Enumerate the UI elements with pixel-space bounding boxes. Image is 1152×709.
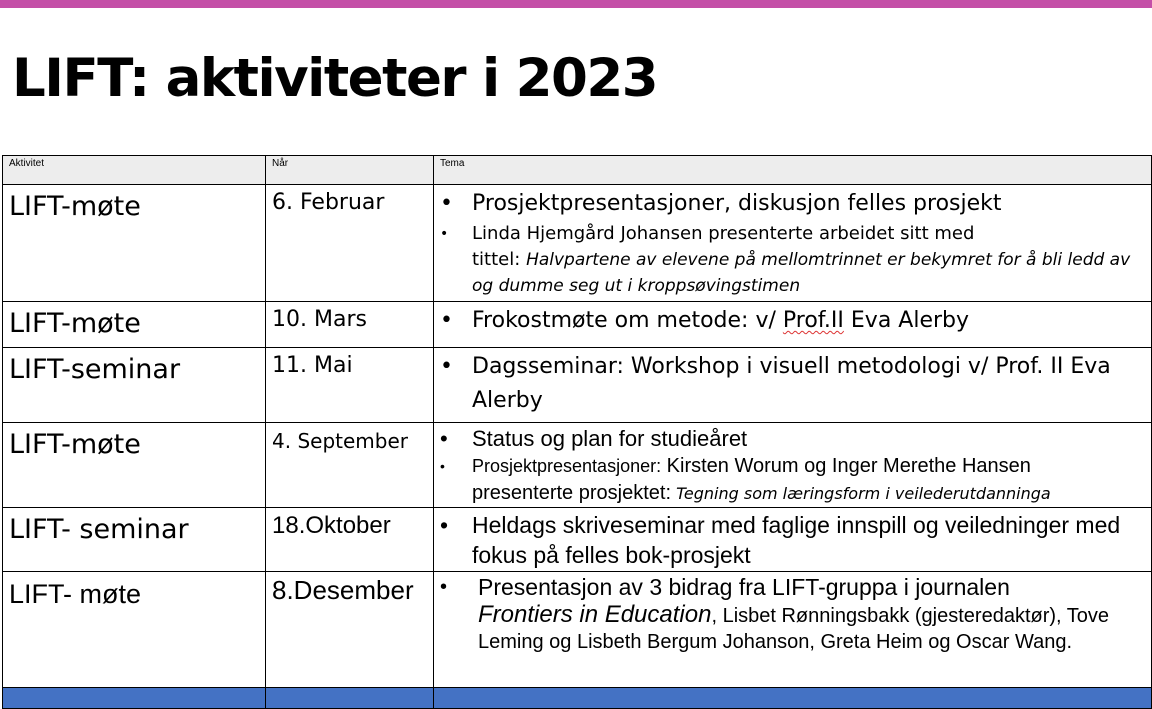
date-cell: 18.Oktober: [266, 508, 434, 572]
table-row: [3, 423, 1152, 508]
theme-text: Presentasjon av 3 bidrag fra LIFT-gruppa i journalen: [478, 574, 1010, 600]
theme-cell: [434, 423, 1152, 508]
list-item: • Dagsseminar: Workshop i visuell metodologi v/ Prof. II Eva Alerby: [440, 354, 1111, 413]
theme-cell: [434, 185, 1152, 302]
activity-cell: LIFT-møte: [3, 185, 266, 302]
table-row: [3, 348, 1152, 423]
table-row: [3, 185, 1152, 302]
activity-cell: LIFT- seminar: [3, 508, 266, 572]
footer-cell: [434, 688, 1152, 709]
theme-text: Frokostmøte om metode: v/: [472, 308, 783, 333]
list-item: • Linda Hjemgård Johansen presenterte arbeidet sitt med tittel: Halvpartene av elevene på mellomtrinnet er bekymret for å bli ledd av og dumme seg ut i kroppsøvingstimen: [440, 223, 1131, 296]
activities-table: [2, 155, 1152, 709]
theme-italic-text: Halvpartene av elevene på mellomtrinnet er bekymret for å bli ledd av og dumme seg ut i kroppsøvingstimen: [472, 250, 1131, 296]
list-item: • Status og plan for studieåret: [440, 426, 748, 451]
list-item: • Presentasjon av 3 bidrag fra LIFT-gruppa i journalen Frontiers in Education, Lisbet Rønningsbakk (gjesteredaktør), Tove Leming og Lisbeth Bergum Johanson, Greta Heim og Oscar Wang.: [440, 574, 1110, 653]
top-accent-bar: [0, 0, 1152, 8]
theme-cell: [434, 508, 1152, 572]
theme-cell: [434, 348, 1152, 423]
table-row: [3, 508, 1152, 572]
theme-text: Prosjektpresentasjoner, diskusjon felles prosjekt: [472, 191, 1002, 216]
list-item: • Frokostmøte om metode: v/ Prof.II Eva Alerby: [440, 308, 970, 333]
footer-cell: [3, 688, 266, 709]
date-cell: 8.Desember: [266, 572, 434, 688]
date-cell: 11. Mai: [266, 348, 434, 423]
header-activity: Aktivitet: [3, 156, 266, 185]
date-cell: 6. Februar: [266, 185, 434, 302]
date-cell: 10. Mars: [266, 302, 434, 348]
theme-text: , Lisbet Rønningsbakk (gjesteredaktør), Tove Leming og Lisbeth Bergum Johanson, Greta Heim og Oscar Wang.: [478, 605, 1110, 653]
theme-text: Prosjektpresentasjoner:: [472, 456, 662, 476]
theme-text: Linda Hjemgård Johansen presenterte arbeidet sitt med: [472, 223, 975, 244]
theme-text: presenterte prosjektet:: [472, 482, 671, 504]
page-title: LIFT: aktiviteter i 2023: [12, 48, 658, 109]
theme-text: tittel:: [472, 249, 521, 270]
theme-text: Kirsten Worum og Inger Merethe Hansen: [661, 455, 1031, 477]
header-theme: Tema: [434, 156, 1152, 185]
activity-cell: LIFT-møte: [3, 302, 266, 348]
theme-text: Eva Alerby: [843, 308, 970, 333]
date-cell: 4. September: [266, 423, 434, 508]
table-footer-bar: [3, 688, 1152, 709]
table-header-row: [3, 156, 1152, 185]
table-row: [3, 572, 1152, 688]
footer-cell: [266, 688, 434, 709]
theme-text: Heldags skriveseminar med faglige innspill og veiledninger med fokus på felles bok-prosjekt: [472, 512, 1121, 568]
theme-cell: [434, 302, 1152, 348]
header-when: Når: [266, 156, 434, 185]
theme-text: Status og plan for studieåret: [472, 426, 748, 451]
activity-cell: LIFT- møte: [3, 572, 266, 688]
theme-underlined-text: Prof.II: [782, 308, 844, 333]
theme-italic-text: Frontiers in Education: [478, 601, 712, 628]
list-item: • Heldags skriveseminar med faglige innspill og veiledninger med fokus på felles bok-prosjekt: [440, 512, 1121, 568]
activity-cell: LIFT-seminar: [3, 348, 266, 423]
list-item: • Prosjektpresentasjoner: Kirsten Worum og Inger Merethe Hansen presenterte prosjektet: Tegning som læringsform i veilederutdanninga: [440, 455, 1051, 504]
table-row: [3, 302, 1152, 348]
list-item: • Prosjektpresentasjoner, diskusjon felles prosjekt: [440, 191, 1002, 216]
theme-italic-text: Tegning som læringsform i veilederutdanninga: [671, 484, 1051, 503]
activity-cell: LIFT-møte: [3, 423, 266, 508]
theme-cell: [434, 572, 1152, 688]
theme-text: Dagsseminar: Workshop i visuell metodologi v/ Prof. II Eva Alerby: [472, 354, 1111, 413]
